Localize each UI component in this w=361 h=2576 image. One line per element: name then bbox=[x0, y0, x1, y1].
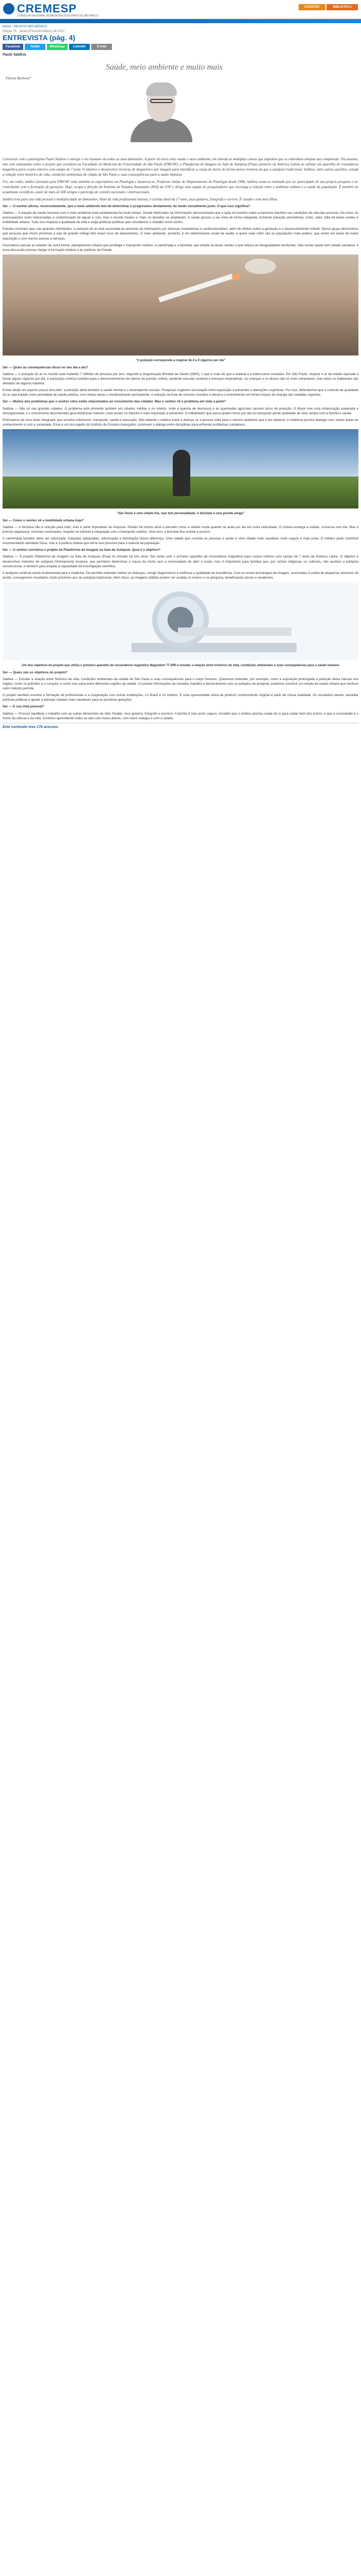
header-subbar bbox=[0, 19, 361, 23]
mri-bed bbox=[178, 628, 291, 636]
body-paragraph: Precisamos pensar as cidades de outra forma: planejamento urbano que privilegie o transporte coletivo, a caminhada e a bicicleta, que amplie as áreas verdes e que reduza as desigualdades territoriais. Não existe saúde sem cidade saudável, e essa discussão precisa chegar à formação médica e às políticas de Estado. bbox=[3, 243, 358, 252]
breadcrumb[interactable]: Home › REVISTA SER MÉDICO bbox=[3, 25, 47, 28]
mri-base bbox=[132, 643, 297, 652]
figure-cyclist bbox=[3, 429, 358, 509]
hero-byline: Fátima Barbosa* bbox=[6, 76, 31, 80]
body-paragraph: Saldiva — Procuro equilibrar o trabalho com as outras dimensões da vida. Pedalo, toco guitarra, fotografo e escrevo. A família é meu porto seguro. Acredito que o médico precisa cuidar de si para cuidar bem dos outros, e que a curiosidade é o motor da ciência e da vida. Continuo aprendendo todos os dias com meus alunos, com meus colegas e com a cidade. bbox=[3, 711, 358, 720]
share-facebook-button[interactable]: Facebook bbox=[3, 44, 23, 50]
site-header bbox=[0, 0, 361, 19]
question-paragraph: Ser — O senhor afirma, recorrentemente, que o meio ambiente tem de determinar o progressivo diretamente, de modo socialmente justo. O que isso significa? bbox=[3, 205, 250, 208]
hero-banner bbox=[3, 60, 358, 157]
question-paragraph: Ser — Quais as consequências disso no seu dia a dia? bbox=[3, 365, 88, 369]
article-body-4 bbox=[0, 670, 361, 721]
author-name: Paulo Saldiva bbox=[3, 53, 26, 57]
site-logo[interactable] bbox=[3, 2, 77, 15]
edition-label: Edição 78 - Janeiro/Fevereiro/Março de 2017 bbox=[3, 30, 65, 33]
body-paragraph: A autópsia continua sendo fundamental para a medicina. Ela permite entender melhor as doenças, corrigir diagnósticos e melhorar a qualidade da assistência. Com as novas tecnologias de imagem, associadas à coleta de pequenas amostras de tecido, conseguimos resultados muito próximos aos da autópsia tradicional. Além disso, as imagens obtidas podem ser usadas no ensino e na pesquisa, beneficiando alunos e residentes. bbox=[3, 571, 358, 580]
body-paragraph: Saldiva — A poluição do ar no mundo está matando 7 milhões de pessoas por ano, segundo a Organização Mundial da Saúde (OMS), o que é mais do que a malária e a tuberculose somadas. Em São Paulo, respirar o ar da cidade equivale a fumar alguns cigarros por dia. A exposição crônica contribui para o desenvolvimento de câncer de pulmão, infarto, acidente vascular cerebral e doenças respiratórias. As crianças e os idosos são os mais vulneráveis, mas todos os habitantes são afetados de alguma maneira. bbox=[3, 372, 358, 386]
page-title: ENTREVISTA (pág. 4) bbox=[3, 33, 75, 42]
question-paragraph: Ser — O senhor coordena o projeto da Plataforma de Imagem na Sala de Autópsia. Qual é o objetivo? bbox=[3, 548, 161, 552]
portrait-image bbox=[126, 80, 193, 142]
top-nav bbox=[298, 4, 358, 10]
article-body-3 bbox=[0, 518, 361, 580]
cremesp-logo-icon bbox=[3, 3, 14, 14]
share-email-button[interactable]: E-mail bbox=[91, 44, 112, 50]
question-paragraph: Ser — Muitos dos problemas que o senhor citou estão relacionados ao crescimento das cidades. Mas o senhor vê o problema em toda a parte? bbox=[3, 400, 226, 404]
logo-subtitle: CONSELHO REGIONAL DE MEDICINA DO ESTADO DE SÃO PAULO bbox=[17, 14, 99, 18]
access-count: Este conteúdo teve 176 acessos. bbox=[3, 725, 59, 729]
portrait-glasses bbox=[150, 99, 173, 103]
body-paragraph: Existe ainda um aspecto pouco discutido: a poluição afeta também a saúde mental e o desempenho escolar. Pesquisas sugerem associação entre exposição a poluentes e alterações cognitivas. Por isso, defendemos que o controle da qualidade do ar seja tratado como prioridade de saúde pública, com metas claras e monitoramento permanente. A redução da frota de veículos movidos a diesel e o investimento em fontes limpas de energia são medidas urgentes. bbox=[3, 388, 358, 397]
body-paragraph: Saldiva — A bicicleta não é solução para tudo, mas é parte importante da resposta. Pedalo há muitos anos e percebo como a cidade muda quando se anda por ela em outra velocidade. O ciclista enxerga a cidade, conversa com ela. Mas é preciso segurança: ciclovias conectadas, respeito no trânsito e integração com o transporte coletivo. Sem isso, a bicicleta fica restrita a poucos. bbox=[3, 525, 358, 534]
logo-text: CREMESP bbox=[17, 2, 77, 15]
share-bar bbox=[0, 42, 361, 52]
figure-cigarette-bg bbox=[3, 255, 358, 355]
nav-biblioteca[interactable]: BIBLIOTECA bbox=[326, 4, 358, 10]
share-whatsapp-button[interactable]: WhatsApp bbox=[47, 44, 68, 50]
figure-person bbox=[173, 450, 190, 496]
portrait-hair bbox=[146, 82, 177, 96]
body-paragraph: O projeto também envolve a formação de profissionais e a cooperação com outras instituições, no Brasil e no exterior. É uma oportunidade única de produzir conhecimento original a partir da nossa realidade. Os resultados devem subsidiar políticas públicas e ajudar a planejar cidades mais saudáveis para as próximas gerações. bbox=[3, 693, 358, 702]
share-linkedin-button[interactable]: LinkedIn bbox=[69, 44, 90, 50]
question-paragraph: Ser — Como o senhor vê a mobilidade urbana hoje? bbox=[3, 518, 84, 522]
body-paragraph: Saldiva — Estudar a relação entre histórico de vida, condições ambientais da cidade de São Paulo e suas consequências para o corpo humano. Queremos entender, por exemplo, como a exposição prolongada à poluição deixa marcas nos órgãos, como os pulmões e o coração, e como isso varia entre diferentes regiões da cidade. Cruzando informações de moradia, trabalho e deslocamento com os achados da autópsia, podemos construir um retrato da saúde urbana que nenhum outro método permite. bbox=[3, 677, 358, 691]
body-paragraph: Saldiva — O projeto Plataforma de Imagem na Sala de Autópsia (Piua) foi iniciado há três anos. Ele conta com o primeiro aparelho de ressonância magnética para corpos inteiros com campo de 7 tesla da América Latina. O objetivo é desenvolver métodos de autópsia minimamente invasiva, que permitam determinar a causa da morte sem a necessidade de abrir o corpo. Isso é importante para famílias que, por razões religiosas ou culturais, não aceitam a autópsia convencional, e também para ampliar a capacidade de investigação científica. bbox=[3, 555, 358, 568]
nav-eventos[interactable]: EVENTOS bbox=[299, 4, 326, 10]
hero-title: Saúde, meio ambiente e muito mais bbox=[106, 63, 223, 72]
body-paragraph: Estudos mostram que, nas grandes metrópoles, a poluição do ar está associada ao aumento de internações por doenças respiratórias e cardiovasculares, além de efeitos sobre a gestação e o desenvolvimento infantil. Nosso grupo demonstrou que pessoas que vivem próximas a vias de grande tráfego têm maior risco de adoecimento. O meio ambiente, portanto, é um determinante social da saúde, e quem mais sofre são as populações mais pobres, que vivem em áreas de maior exposição e com menos acesso a serviços. bbox=[3, 227, 358, 241]
body-paragraph: Foi, até então, médico formado pela FMUSP, onde também se especializou em Patologia e doutorou-se. Professor titular do Departamento de Patologia desde 1996, Saldiva sente-se realizado por ter participado de sua própria pesquisa e ter contribuído com a formação de gerações. Hoje, ocupa a direção do Instituto de Estudos Avançados (IEA) da USP e dirige uma equipe de pesquisadores que investiga a relação entre o ambiente urbano e a saúde da população. É membro de academias científicas, autor de mais de 600 artigos e participa de comitês nacionais e internacionais. bbox=[3, 180, 358, 194]
body-paragraph: Saldiva leva para sua vida pessoal a multiplicidade de dimensões. Além da vida profissional intensa, é ciclista ideal há 17 anos, toca guitarra, fotografa e escreve. É casado e tem dois filhos. bbox=[3, 197, 278, 201]
figure-mri bbox=[3, 582, 358, 660]
figure-caption-3: Um dos objetivos do projeto que utiliza o primeiro aparelho de ressonância magnética Magnetom 7T MRI é estudar a relação entre histórico de vida, condições ambientais e suas consequências para a saúde humana bbox=[22, 664, 339, 667]
question-paragraph: Ser — Quais são os objetivos do projeto? bbox=[3, 670, 68, 674]
body-paragraph: Conversar com o patologista Paulo Saldiva é emergir o ser humano em todas as suas dimensões. A partir do novo entre saúde e meio ambiente, ele aborda as múltiplas causas que impedem que os indivíduos atinjam sua completude. Pai atuante, tem com entusiasmo sobre o projeto que coordena na Faculdade de Medicina da Universidade de São Paulo (FMUSP), a Plataforma de Imagem na Sala de Autópsia (Piua), pioneiro na América Latina ao utilizar um aparelho de ressonância magnética para corpos inteiros com campo de 7 tesla. O objetivo é desenvolver técnicas de diagnóstico por imagem para identificar a causa de morte de forma menos invasiva do que a autópsia tradicional. Saldiva, entre outras questões, estuda a relação entre histórico de vida, condições ambientais de cidade de São Paulo e suas consequências para a saúde humana. bbox=[3, 157, 358, 177]
body-paragraph: Precisamos de uma visão integrada, que envolva urbanismo, transporte, saúde e educação. Não adianta o médico tratar a doença se a pessoa volta para o mesmo ambiente que a fez adoecer. A medicina precisa dialogar com outras áreas do conhecimento e com a sociedade. Esse é um dos papéis do Instituto de Estudos Avançados: promover o diálogo entre disciplinas para enfrentar problemas complexos. bbox=[3, 418, 358, 427]
smoke-shape bbox=[245, 259, 276, 274]
figure-cigarette bbox=[3, 255, 358, 355]
portrait-body bbox=[130, 118, 192, 142]
body-paragraph: A caminhada também deve ser valorizada. Calçadas adequadas, arborização e iluminação fazem diferença. Uma cidade que convida as pessoas a andar é uma cidade mais saudável, mais segura e mais justa. O médico pode contribuir recomendando atividade física, mas é a política urbana que torna isso possível para a maioria da população. bbox=[3, 537, 358, 546]
figure-caption-2: "São Paulo é uma cidade fria, mas tem personalidade. A bicicleta é uma grande amiga" bbox=[117, 512, 244, 515]
share-twitter-button[interactable]: Twitter bbox=[25, 44, 45, 50]
figure-caption-1: "A poluição corresponde a respirar de 4 a 5 cigarros por dia" bbox=[136, 359, 225, 362]
body-paragraph: Saldiva — Não só nas grandes cidades. O problema está presente também em cidades médias e no interior, onde a queima de biomassa e as queimadas agrícolas causam picos de poluição. O Brasil vive uma urbanização acelerada e desorganizada, e o crescimento desordenado gera distâncias maiores, mais tempo no trânsito e mais exposição a poluentes. O trabalhador que passa quatro horas por dia no transporte perde qualidade de vida, tempo com a família e saúde. bbox=[3, 406, 358, 415]
page bbox=[0, 0, 361, 729]
article-body-2 bbox=[0, 365, 361, 427]
body-paragraph: Saldiva — A relação de saúde humana com o meio ambiente está estabelecida há muito tempo. Desde Hipócrates há informações demonstrando que a ação do homem sobre a natureza interfere nas condições de vida das pessoas. No início, as preocupações eram relacionadas a contaminação de águas e solo, mas o mundo mudou e, hoje, os desafios se ampliaram. A saúde passou a ser vista de forma integrada, incluindo poluição atmosférica, ruído, calor, falta de áreas verdes e mobilidade urbana. Tudo isso impacta a qualidade de vida e exige políticas públicas que considerem o cidadão como centro. bbox=[3, 211, 358, 225]
article-body-1 bbox=[0, 157, 361, 252]
question-paragraph: Ser — E sua vida pessoal? bbox=[3, 705, 44, 709]
